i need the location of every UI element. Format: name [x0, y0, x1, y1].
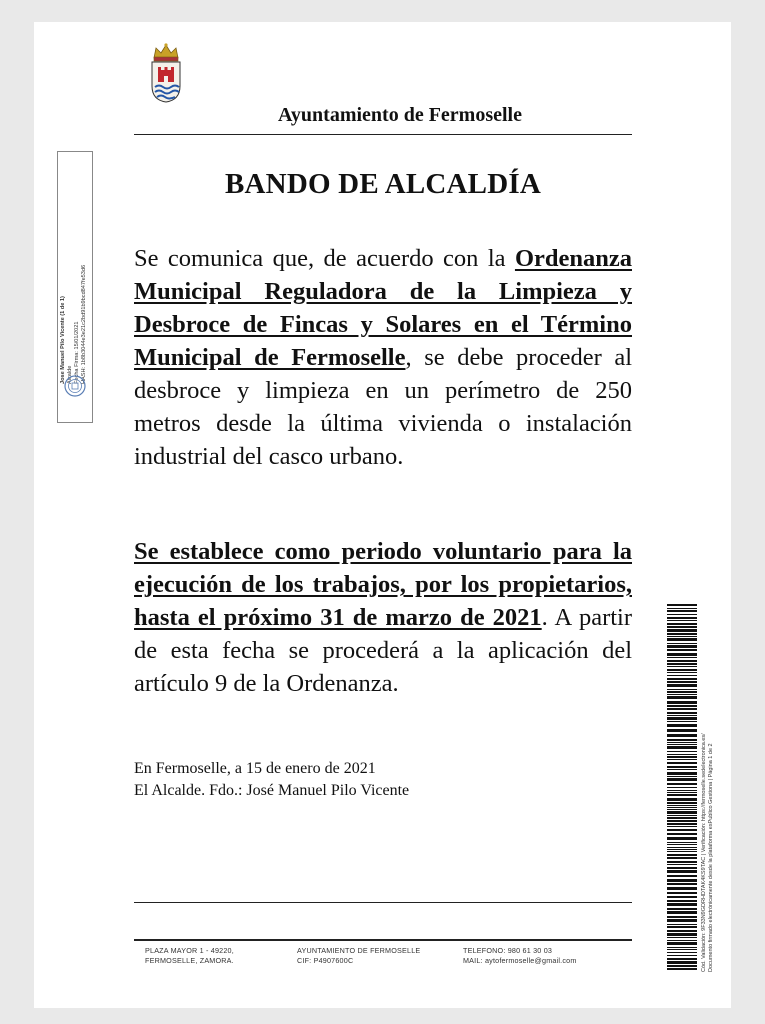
barcode-bar — [667, 919, 697, 922]
barcode-bar — [667, 701, 697, 704]
barcode-bar — [667, 883, 697, 885]
barcode-bar — [667, 715, 697, 716]
barcode-bar — [667, 636, 697, 637]
barcode-bar — [667, 811, 697, 814]
barcode-bar — [667, 643, 697, 644]
stamp-signer-name: Jose Manuel Pilo Vicente (1 de 1) — [60, 296, 66, 384]
barcode-bar — [667, 794, 697, 796]
barcode-bar — [667, 809, 697, 810]
barcode-bar — [667, 778, 697, 781]
barcode-bar — [667, 851, 697, 852]
barcode-bar — [667, 751, 697, 752]
footer-divider — [134, 939, 632, 941]
barcode-bar — [667, 958, 697, 960]
barcode-bar — [667, 837, 697, 840]
verification-line1: Cód. Validación: 9F33N9GDRHDTAK4KS9TAC | Verificación: https://fermoselle.sedelectronica.es/ — [701, 733, 707, 972]
barcode-bar — [667, 933, 697, 936]
footer-address-line1: PLAZA MAYOR 1 - 49220, — [145, 946, 234, 955]
barcode-bar — [667, 826, 697, 827]
barcode-bar — [667, 887, 697, 890]
barcode-bar — [667, 762, 697, 764]
barcode-icon — [667, 604, 697, 970]
barcode-bar — [667, 657, 697, 658]
barcode-bar — [667, 666, 697, 667]
barcode-bar — [667, 705, 697, 707]
footer-address-line2: FERMOSELLE, ZAMORA. — [145, 956, 234, 965]
barcode-bar — [667, 623, 697, 625]
barcode-bar — [667, 787, 697, 788]
barcode-bar — [667, 947, 697, 948]
barcode-bar — [667, 721, 697, 722]
barcode-bar — [667, 823, 697, 825]
barcode-bar — [667, 744, 697, 745]
organization-title: Ayuntamiento de Fermoselle — [277, 104, 522, 126]
barcode-bar — [667, 829, 697, 831]
barcode-bar — [667, 924, 697, 925]
footer-entity-line1: AYUNTAMIENTO DE FERMOSELLE — [297, 946, 421, 955]
barcode-bar — [667, 942, 697, 945]
barcode-bar — [667, 896, 697, 898]
paragraph-deadline — [134, 535, 632, 700]
barcode-bar — [667, 833, 697, 835]
barcode-bar — [667, 792, 697, 793]
barcode-bar — [667, 608, 697, 609]
barcode-bar — [667, 604, 697, 606]
barcode-bar — [667, 802, 697, 804]
barcode-bar — [667, 916, 697, 918]
barcode-bar — [667, 610, 697, 612]
municipal-coat-of-arms-icon — [148, 42, 184, 104]
place-date: En Fermoselle, a 15 de enero de 2021 — [134, 760, 376, 777]
barcode-bar — [667, 653, 697, 656]
barcode-bar — [667, 930, 697, 932]
barcode-bar — [667, 807, 697, 808]
barcode-bar — [667, 952, 697, 953]
barcode-bar — [667, 900, 697, 902]
paragraph2-rest: . A partir de esta fecha se procederá a la aplicación del artículo 9 de la Ordenanza. — [134, 604, 632, 697]
barcode-bar — [667, 620, 697, 621]
barcode-bar — [667, 684, 697, 687]
footer-phone: TELEFONO: 980 61 30 03 — [463, 946, 553, 955]
paragraph1-intro: Se comunica que, de acuerdo con la — [134, 245, 515, 272]
header-divider — [134, 134, 632, 135]
footer-email: MAIL: aytofermoselle@gmail.com — [463, 956, 577, 965]
signer-line: El Alcalde. Fdo.: José Manuel Pilo Vicente — [134, 782, 410, 799]
barcode-bar — [667, 805, 697, 806]
stamp-hash: HASH: 1b8b3044e3e21c2bd91b9bcd847fe53d6 — [81, 264, 87, 384]
barcode-bar — [667, 766, 697, 768]
barcode-bar — [667, 961, 697, 964]
stamp-date: Fecha Firma: 15/01/2021 — [74, 321, 80, 384]
barcode-bar — [667, 842, 697, 843]
barcode-bar — [667, 633, 697, 635]
barcode-bar — [667, 669, 697, 671]
barcode-bar — [667, 729, 697, 732]
barcode-bar — [667, 790, 697, 791]
barcode-bar — [667, 759, 697, 760]
barcode-bar — [667, 864, 697, 865]
deadline-highlight: Se establece como periodo voluntario para la ejecución de los trabajos, por los propietarios, hasta el próximo 31 de marzo de 2021 — [134, 538, 632, 631]
paragraph1-rest: , se debe proceder al desbroce y limpieza en un perímetro de 250 metros desde la última vivienda o instalación industrial del casco urbano. — [134, 344, 632, 470]
barcode-bar — [667, 645, 697, 648]
footer-entity — [297, 946, 420, 966]
barcode-bar — [667, 672, 697, 673]
barcode-bar — [667, 681, 697, 683]
barcode-bar — [667, 696, 697, 699]
barcode-bar — [667, 691, 697, 693]
barcode-bar — [667, 798, 697, 801]
barcode-bar — [667, 717, 697, 720]
barcode-bar — [667, 937, 697, 938]
barcode-bar — [667, 675, 697, 676]
barcode-bar — [667, 857, 697, 859]
barcode-bar — [667, 817, 697, 819]
barcode-bar — [667, 663, 697, 665]
barcode-bar — [667, 734, 697, 737]
barcode-bar — [667, 649, 697, 651]
barcode-bar — [667, 626, 697, 628]
barcode-bar — [667, 638, 697, 641]
barcode-bar — [667, 965, 697, 967]
barcode-bar — [667, 660, 697, 662]
barcode-bar — [667, 940, 697, 941]
barcode-bar — [667, 854, 697, 856]
barcode-bar — [667, 911, 697, 914]
barcode-bar — [667, 820, 697, 822]
barcode-bar — [667, 867, 697, 869]
barcode-bar — [667, 879, 697, 882]
barcode-bar — [667, 614, 697, 615]
signature-stamp — [57, 151, 93, 423]
barcode-bar — [667, 756, 697, 758]
barcode-bar — [667, 772, 697, 775]
barcode-bar — [667, 955, 697, 956]
barcode-bar — [667, 926, 697, 928]
barcode-bar — [667, 875, 697, 877]
barcode-bar — [667, 746, 697, 749]
footer-entity-line2: CIF: P4907600C — [297, 956, 354, 965]
barcode-bar — [667, 861, 697, 863]
barcode-bar — [667, 783, 697, 785]
barcode-bar — [667, 870, 697, 873]
barcode-bar — [667, 844, 697, 845]
barcode-bar — [667, 742, 697, 743]
barcode-bar — [667, 892, 697, 894]
electronic-seal-icon — [63, 374, 87, 398]
paragraph-ordinance — [134, 242, 632, 473]
stamp-role: Alcalde — [67, 365, 73, 384]
footer-contact — [463, 946, 577, 966]
barcode-bar — [667, 908, 697, 910]
footer-divider-top — [134, 902, 632, 903]
barcode-bar — [667, 849, 697, 850]
barcode-bar — [667, 968, 697, 970]
verification-line2: Documento firmado electrónicamente desde la plataforma esPublico Gestiona | Página 1 de 2 — [708, 743, 714, 972]
barcode-bar — [667, 724, 697, 727]
barcode-bar — [667, 754, 697, 755]
barcode-bar — [667, 776, 697, 777]
barcode-bar — [667, 694, 697, 695]
verification-text — [701, 642, 715, 972]
document-title: BANDO DE ALCALDÍA — [225, 168, 541, 200]
barcode-bar — [667, 629, 697, 632]
barcode-bar — [667, 903, 697, 906]
barcode-bar — [667, 949, 697, 950]
barcode-bar — [667, 712, 697, 714]
barcode-bar — [667, 689, 697, 690]
signature-block — [134, 758, 632, 802]
barcode-bar — [667, 678, 697, 680]
barcode-bar — [667, 708, 697, 710]
ordinance-name: Ordenanza Municipal Reguladora de la Limpieza y Desbroce de Fincas y Solares en el Término Municipal de Fermoselle — [134, 245, 632, 371]
footer-address — [145, 946, 234, 966]
barcode-bar — [667, 769, 697, 770]
barcode-bar — [667, 847, 697, 848]
barcode-bar — [667, 617, 697, 619]
stamp-text — [60, 158, 88, 384]
barcode-bar — [667, 815, 697, 816]
barcode-bar — [667, 739, 697, 741]
